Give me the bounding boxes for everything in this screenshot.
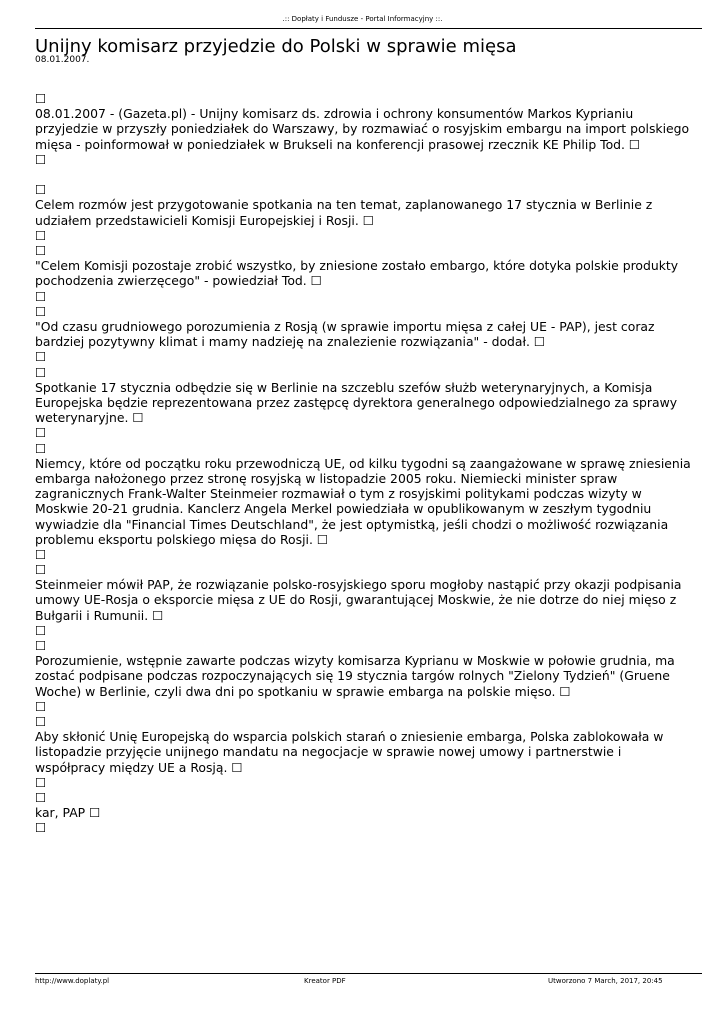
article-paragraph: "Celem Komisji pozostaje zrobić wszystko, by zniesione zostało embargo, które dotyka polskie produkty pochodzenia zwierzęcego" - powiedział Tod. ☐ bbox=[35, 258, 679, 289]
placeholder-square: ☐ bbox=[35, 425, 47, 441]
placeholder-square: ☐ bbox=[35, 242, 47, 258]
header-divider bbox=[35, 28, 702, 29]
footer-url: http://www.doplaty.pl bbox=[35, 977, 110, 985]
placeholder-square: ☐ bbox=[35, 182, 47, 198]
placeholder-square: ☐ bbox=[35, 364, 47, 380]
placeholder-square: ☐ bbox=[35, 714, 47, 730]
article-paragraph: Celem rozmów jest przygotowanie spotkania na ten temat, zaplanowanego 17 stycznia w Berlinie z udziałem przedstawicieli Komisji Europejskiej i Rosji. ☐ bbox=[35, 197, 653, 228]
article-body bbox=[35, 91, 695, 836]
placeholder-square: ☐ bbox=[35, 440, 47, 456]
placeholder-square: ☐ bbox=[35, 698, 47, 714]
footer-created: Utworzono 7 March, 2017, 20:45 bbox=[548, 977, 663, 985]
placeholder-square: ☐ bbox=[35, 622, 47, 638]
article-paragraph: Niemcy, które od początku roku przewodniczą UE, od kilku tygodni są zaangażowane w sprawę zniesienia embarga nałożonego przez stronę rosyjską w listopadzie 2005 roku. Niemiecki minister spraw zagranicznych Frank-Walter Steinmeier rozmawiał o tym z rosyjskimi politykami podczas wizyty w Moskwie 20-21 grudnia. Kanclerz Angela Merkel powiedziała w opublikowanym w zeszłym tygodniu wywiadzie dla "Financial Times Deutschland", że jest optymistką, jeśli chodzi o możliwość rozwiązania problemu eksportu polskiego mięsa do Rosji. ☐ bbox=[35, 455, 691, 547]
footer-generator: Kreator PDF bbox=[304, 977, 346, 985]
article-signature: kar, PAP ☐ bbox=[35, 805, 101, 821]
portal-header: .:: Dopłaty i Fundusze - Portal Informacyjny ::. bbox=[282, 15, 443, 23]
placeholder-square: ☐ bbox=[35, 91, 47, 106]
placeholder-square: ☐ bbox=[35, 562, 47, 578]
placeholder-square: ☐ bbox=[35, 349, 47, 365]
placeholder-square: ☐ bbox=[35, 303, 47, 319]
article-paragraph: Steinmeier mówił PAP, że rozwiązanie polsko-rosyjskiego sporu mogłoby nastąpić przy okazji podpisania umowy UE-Rosja o eksporcie mięsa z UE do Rosji, gwarantującej Moskwie, że nie dotrze do niej mięso z Bułgarii i Rumunii. ☐ bbox=[35, 577, 682, 623]
article-paragraph: "Od czasu grudniowego porozumienia z Rosją (w sprawie importu mięsa z całej UE - PAP), jest coraz bardziej pozytywny klimat i mamy nadzieję na znalezienie rozwiązania" - dodał. ☐ bbox=[35, 318, 655, 350]
placeholder-square: ☐ bbox=[35, 288, 47, 304]
placeholder-square: ☐ bbox=[35, 638, 47, 654]
placeholder-square: ☐ bbox=[35, 774, 47, 790]
article-title: Unijny komisarz przyjedzie do Polski w sprawie mięsa bbox=[35, 36, 517, 57]
article-paragraph: Aby skłonić Unię Europejską do wsparcia polskich starań o zniesienie embarga, Polska zablokowała w listopadzie przyjęcie unijnego mandatu na negocjacje w sprawie nowej umowy i partnerstwie i współpracy między UE a Rosją. ☐ bbox=[35, 729, 664, 775]
placeholder-square: ☐ bbox=[35, 151, 47, 167]
placeholder-square: ☐ bbox=[35, 820, 47, 836]
article-paragraph: 08.01.2007 - (Gazeta.pl) - Unijny komisarz ds. zdrowia i ochrony konsumentów Markos Kyprianiu przyjedzie w przyszły poniedziałek do Warszawy, by rozmawiać o rosyjskim embargu na import polskiego mięsa - poinformował w poniedziałek w Brukseli na konferencji prasowej rzecznik KE Philip Tod. ☐ bbox=[35, 106, 690, 152]
article-date: 08.01.2007. bbox=[35, 55, 90, 65]
placeholder-square: ☐ bbox=[35, 227, 47, 243]
placeholder-square: ☐ bbox=[35, 790, 47, 806]
placeholder-square: ☐ bbox=[35, 546, 47, 562]
article-paragraph: Spotkanie 17 stycznia odbędzie się w Berlinie na szczeblu szefów służb weterynaryjnych, a Komisja Europejska będzie reprezentowana przez zastępcę dyrektora generalnego odpowiedzialnego za sprawy weterynaryjne. ☐ bbox=[35, 379, 678, 426]
footer-divider bbox=[35, 973, 702, 974]
article-paragraph: Porozumienie, wstępnie zawarte podczas wizyty komisarza Kyprianu w Moskwie w połowie grudnia, ma zostać podpisane podczas rozpoczynających się 19 stycznia targów rolnych "Zielony Tydzień" (Gruene Woche) w Berlinie, czyli dwa dni po spotkaniu w sprawie embarga na polskie mięso. ☐ bbox=[35, 653, 675, 699]
